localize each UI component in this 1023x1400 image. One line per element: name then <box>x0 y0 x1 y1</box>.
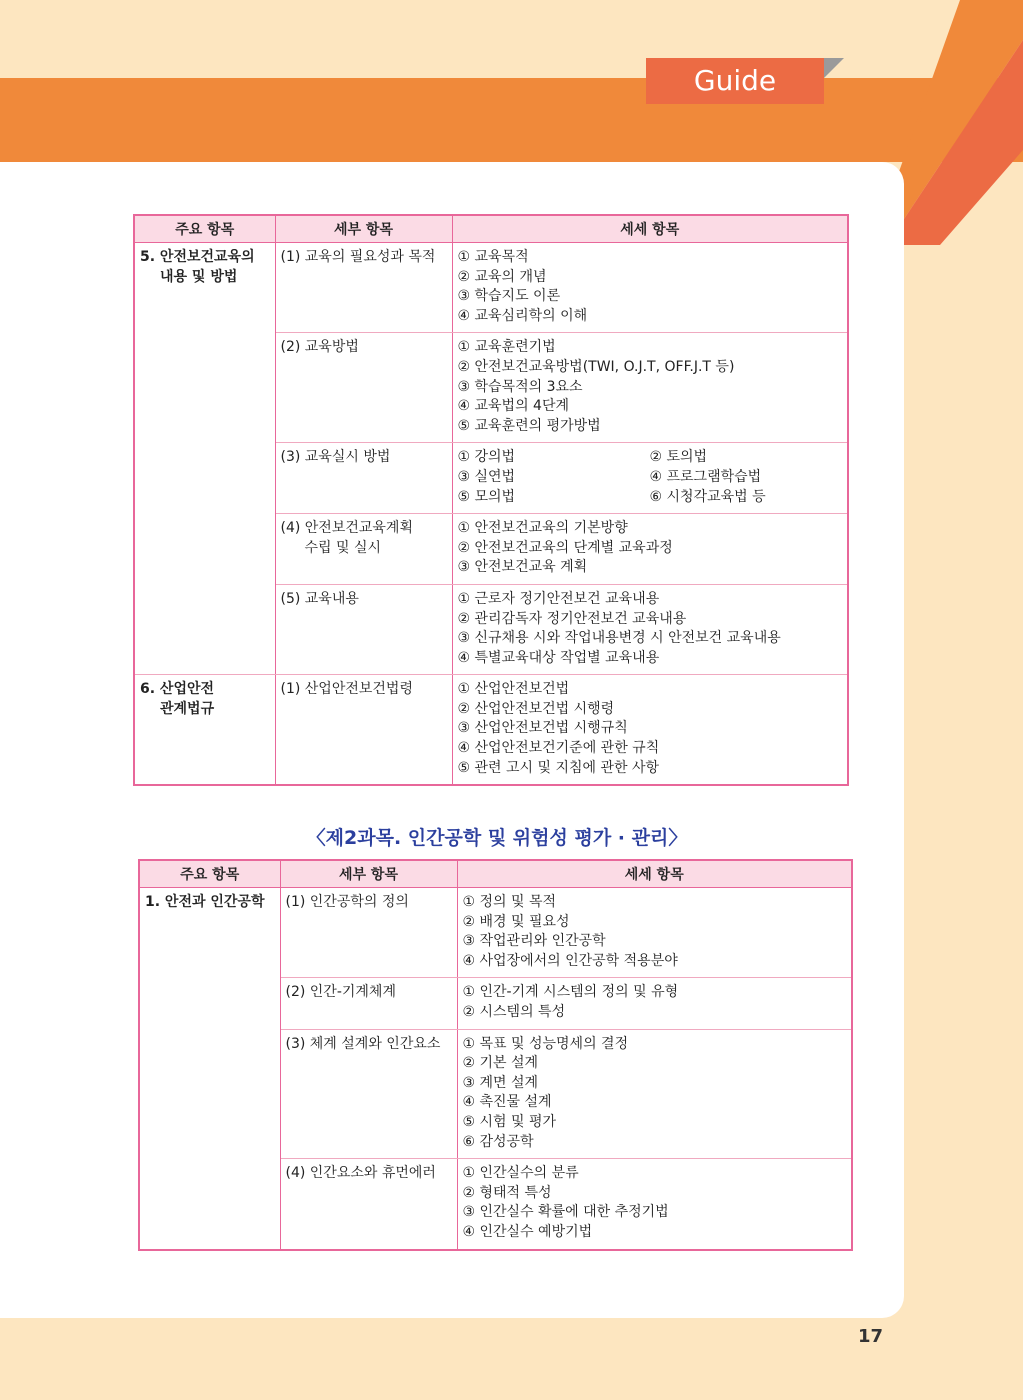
detail-item: ④ 촉진물 설계 <box>462 1094 552 1111</box>
column-header: 세세 항목 <box>457 860 852 888</box>
detail-cell <box>452 333 848 443</box>
detail-item: ① 교육훈련기법 <box>457 339 556 356</box>
major-item-line: 6. 산업안전 <box>140 681 215 698</box>
detail-item: ⑤ 관련 고시 및 지침에 관한 사항 <box>457 759 660 776</box>
sub-item <box>280 1159 457 1250</box>
sub-item-label: (5) 교육내용 <box>280 590 359 607</box>
sub-item-label: (1) 산업안전보건법령 <box>280 681 413 698</box>
detail-item: ③ 인간실수 확률에 대한 추정기법 <box>462 1204 669 1221</box>
sub-item <box>275 514 452 585</box>
detail-item: ④ 산업안전보건기준에 관한 규칙 <box>457 740 660 757</box>
detail-item: ① 인간실수의 분류 <box>462 1165 579 1182</box>
sub-item <box>275 584 452 674</box>
detail-item: ③ 계면 설계 <box>462 1074 539 1091</box>
sub-item <box>280 1029 457 1159</box>
detail-cell <box>452 514 848 585</box>
sub-item-label: (4) 안전보건교육계획 <box>280 520 413 537</box>
detail-grid <box>458 448 843 507</box>
detail-item: ④ 인간실수 예방기법 <box>462 1223 593 1240</box>
detail-item: ⑥ 시청각교육법 등 <box>649 488 766 505</box>
sub-item-label: (3) 체계 설계와 인간요소 <box>285 1035 441 1052</box>
section-title: 〈제2과목. 인간공학 및 위험성 평가 · 관리〉 <box>306 827 688 849</box>
sub-item-label: (2) 인간-기계체계 <box>285 984 396 1001</box>
guide-tab: Guide <box>646 58 824 104</box>
sub-item <box>280 888 457 978</box>
column-header: 주요 항목 <box>134 215 275 243</box>
tab-fold-shadow <box>824 58 844 78</box>
column-header: 세부 항목 <box>275 215 452 243</box>
detail-item: ③ 신규채용 시와 작업내용변경 시 안전보건 교육내용 <box>457 630 781 647</box>
detail-cell <box>452 443 848 514</box>
column-header: 주요 항목 <box>139 860 280 888</box>
table-row <box>134 243 848 333</box>
detail-item: ① 교육목적 <box>457 249 529 265</box>
sub-item-label: 수립 및 실시 <box>304 539 382 556</box>
sub-item-label: (1) 인간공학의 정의 <box>285 894 409 910</box>
detail-cell <box>452 584 848 674</box>
detail-item: ② 관리감독자 정기안전보건 교육내용 <box>457 610 687 627</box>
detail-item: ① 근로자 정기안전보건 교육내용 <box>457 590 660 607</box>
detail-item: ② 시스템의 특성 <box>462 1003 566 1020</box>
syllabus-table-2 <box>138 859 853 1251</box>
detail-cell <box>457 1029 852 1159</box>
detail-item: ② 토의법 <box>649 449 708 466</box>
table-row <box>134 675 848 785</box>
major-item-line: 5. 안전보건교육의 <box>140 249 255 265</box>
table-header-row <box>134 215 848 243</box>
detail-item: ② 형태적 특성 <box>462 1184 552 1201</box>
detail-item: ④ 특별교육대상 작업별 교육내용 <box>457 649 660 666</box>
sub-item-label: (4) 인간요소와 휴먼에러 <box>285 1165 436 1182</box>
column-header: 세부 항목 <box>280 860 457 888</box>
detail-item: ② 기본 설계 <box>462 1055 539 1072</box>
detail-item: ② 산업안전보건법 시행령 <box>457 700 615 717</box>
detail-item: ③ 안전보건교육 계획 <box>457 559 588 576</box>
sub-item <box>275 243 452 333</box>
sub-item <box>275 443 452 514</box>
detail-cell <box>457 978 852 1029</box>
syllabus-table-1 <box>133 214 849 786</box>
sub-item <box>275 675 452 785</box>
major-item <box>134 243 275 675</box>
major-item <box>139 888 280 1250</box>
table-row <box>139 888 852 978</box>
detail-item: ④ 교육심리학의 이해 <box>457 307 588 324</box>
major-item-line: 관계법규 <box>160 700 215 717</box>
detail-item: ① 목표 및 성능명세의 결정 <box>462 1035 629 1052</box>
detail-item: ① 인간-기계 시스템의 정의 및 유형 <box>462 984 679 1001</box>
detail-item: ⑤ 모의법 <box>457 488 516 505</box>
detail-item: ⑤ 시험 및 평가 <box>462 1113 557 1130</box>
detail-cell <box>452 243 848 333</box>
detail-item: ③ 학습지도 이론 <box>457 288 561 305</box>
detail-item: ⑥ 감성공학 <box>462 1133 534 1150</box>
detail-cell <box>452 675 848 785</box>
detail-item: ⑤ 교육훈련의 평가방법 <box>457 417 601 434</box>
major-item-line: 1. 안전과 인간공학 <box>145 894 265 910</box>
sub-item <box>275 333 452 443</box>
detail-item: ③ 산업안전보건법 시행규칙 <box>457 720 628 737</box>
sub-item-label: (1) 교육의 필요성과 목적 <box>280 249 436 265</box>
detail-item: ② 안전보건교육방법(TWI, O.J.T, OFF.J.T 등) <box>457 358 735 375</box>
detail-cell <box>457 1159 852 1250</box>
page-number: 17 <box>858 1326 884 1347</box>
detail-item: ① 산업안전보건법 <box>457 681 570 698</box>
detail-item: ② 교육의 개념 <box>457 268 547 285</box>
major-item <box>134 675 275 785</box>
detail-item: ④ 프로그램학습법 <box>649 468 762 485</box>
detail-item: ① 강의법 <box>457 449 516 466</box>
detail-item: ② 안전보건교육의 단계별 교육과정 <box>457 539 673 556</box>
column-header: 세세 항목 <box>452 215 848 243</box>
detail-item: ① 안전보건교육의 기본방향 <box>457 520 628 537</box>
table-header-row <box>139 860 852 888</box>
major-item-line: 내용 및 방법 <box>160 268 238 285</box>
detail-item: ④ 교육법의 4단계 <box>457 398 570 415</box>
sub-item-label: (3) 교육실시 방법 <box>280 449 391 466</box>
detail-item: ③ 학습목적의 3요소 <box>457 378 583 395</box>
detail-cell <box>457 888 852 978</box>
detail-item: ② 배경 및 필요성 <box>462 913 570 930</box>
sub-item <box>280 978 457 1029</box>
detail-item: ④ 사업장에서의 인간공학 적용분야 <box>462 952 678 969</box>
detail-item: ③ 실연법 <box>457 468 516 485</box>
detail-item: ① 정의 및 목적 <box>462 894 557 910</box>
detail-item: ③ 작업관리와 인간공학 <box>462 933 606 950</box>
sub-item-label: (2) 교육방법 <box>280 339 359 356</box>
